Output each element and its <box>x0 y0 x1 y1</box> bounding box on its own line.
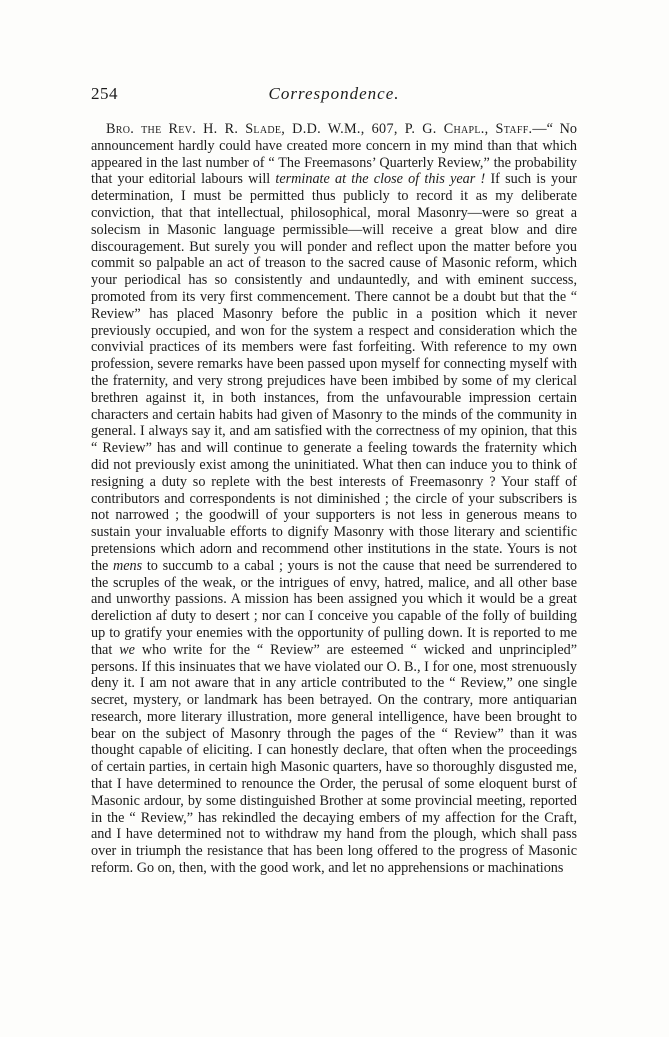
text-segment: to succumb to a cabal ; yours is not the cause that need be surrendered to the scruples of the weak, or the intrigues of envy, hatred, malice, and all other base and unworthy passions. A mission has been assigned you which it would be a great dereliction af duty to desert ; nor can I conceive you capable of the folly of building up to gratify your enemies with the opportunity of pulling down. It is reported to me that <box>91 557 577 658</box>
text-segment: If such is your determination, I must be permitted thus publicly to record it as my deliberate conviction, that that intellectual, philosophical, moral Masonry—were so great a solecism in Masonic language permissible—will receive a great blow and dire discouragement. But surely you will ponder and reflect upon the matter before you commit so palpable an act of treason to the sacred cause of Masonic reform, which your periodical has so consistently and undauntedly, and with eminent success, promoted from its very first commencement. There cannot be a doubt but that the “ Review” has placed Masonry before the public in a position which it never previously occupied, and won for the system a respect and consideration which the convivial practices of its members were fast forfeiting. With reference to my own profession, severe remarks have been passed upon myself for connecting myself with the fraternity, and very strong prejudices have been imbibed by some of my clerical brethren against it, in both instances, from the unfavourable impression certain characters and certain habits had given of Masonry to the minds of the community in general. I always say it, and am satisfied with the correctness of my opinion, that this “ Review” has and will continue to generate a feeling towards the fraternity which did not previously exist among the uninitiated. What then can induce you to think of resigning a duty so replete with the best interests of Freemasonry ? Your staff of contributors and correspondents is not diminished ; the circle of your subscribers is not narrowed ; the goodwill of your supporters is not less in generous means to sustain your invaluable efforts to dignify Masonry with those literary and scientific pretensions which adorn and recommend other institutions in the state. Yours is not the <box>91 171 577 574</box>
text-segment: who write for the “ Review” are esteemed “ wicked and unprincipled” persons. If this insinuates that we have violated our O. B., I for one, most strenuously deny it. I am not aware that in any article contributed to the “ Review,” one single secret, mystery, or landmark has been betrayed. On the contrary, more antiquarian research, more literary illustration, more general intelligence, have been brought to bear on the subject of Masonry through the pages of the “ Review” than it was thought capable of eliciting. I can honestly declare, that often when the proceedings of certain parties, in certain high Masonic quarters, have so thoroughly disgusted me, that I have determined to renounce the Order, the perusal of some eloquent burst of Masonic ardour, by some distinguished Brother at some provincial meeting, reported in the “ Review,” has rekindled the decaying embers of my affection for the Craft, and I have determined not to withdraw my hand from the plough, which shall pass over in triumph the resistance that has been long offered to the progress of Masonic reform. Go on, then, with the good work, and let no apprehensions or machinations <box>91 641 578 877</box>
text-segment: —“ No announcement hardly could have created more concern in my mind than that which appeared in the last number of “ The Freemasons’ Quarterly Review,” the probability that your editorial labours will <box>91 121 577 188</box>
page-number: 254 <box>91 84 118 103</box>
italic-phrase: terminate at the close of this year ! <box>275 171 486 188</box>
italic-word-mens: mens <box>113 557 143 574</box>
letter-paragraph <box>91 121 577 877</box>
letter-salutation: Bro. the Rev. H. R. Slade, D.D. W.M., 607, P. G. Chapl., Staff. <box>106 121 533 137</box>
running-title: Correspondence. <box>268 84 400 103</box>
page-header <box>91 84 577 108</box>
italic-word-we: we <box>119 641 135 658</box>
